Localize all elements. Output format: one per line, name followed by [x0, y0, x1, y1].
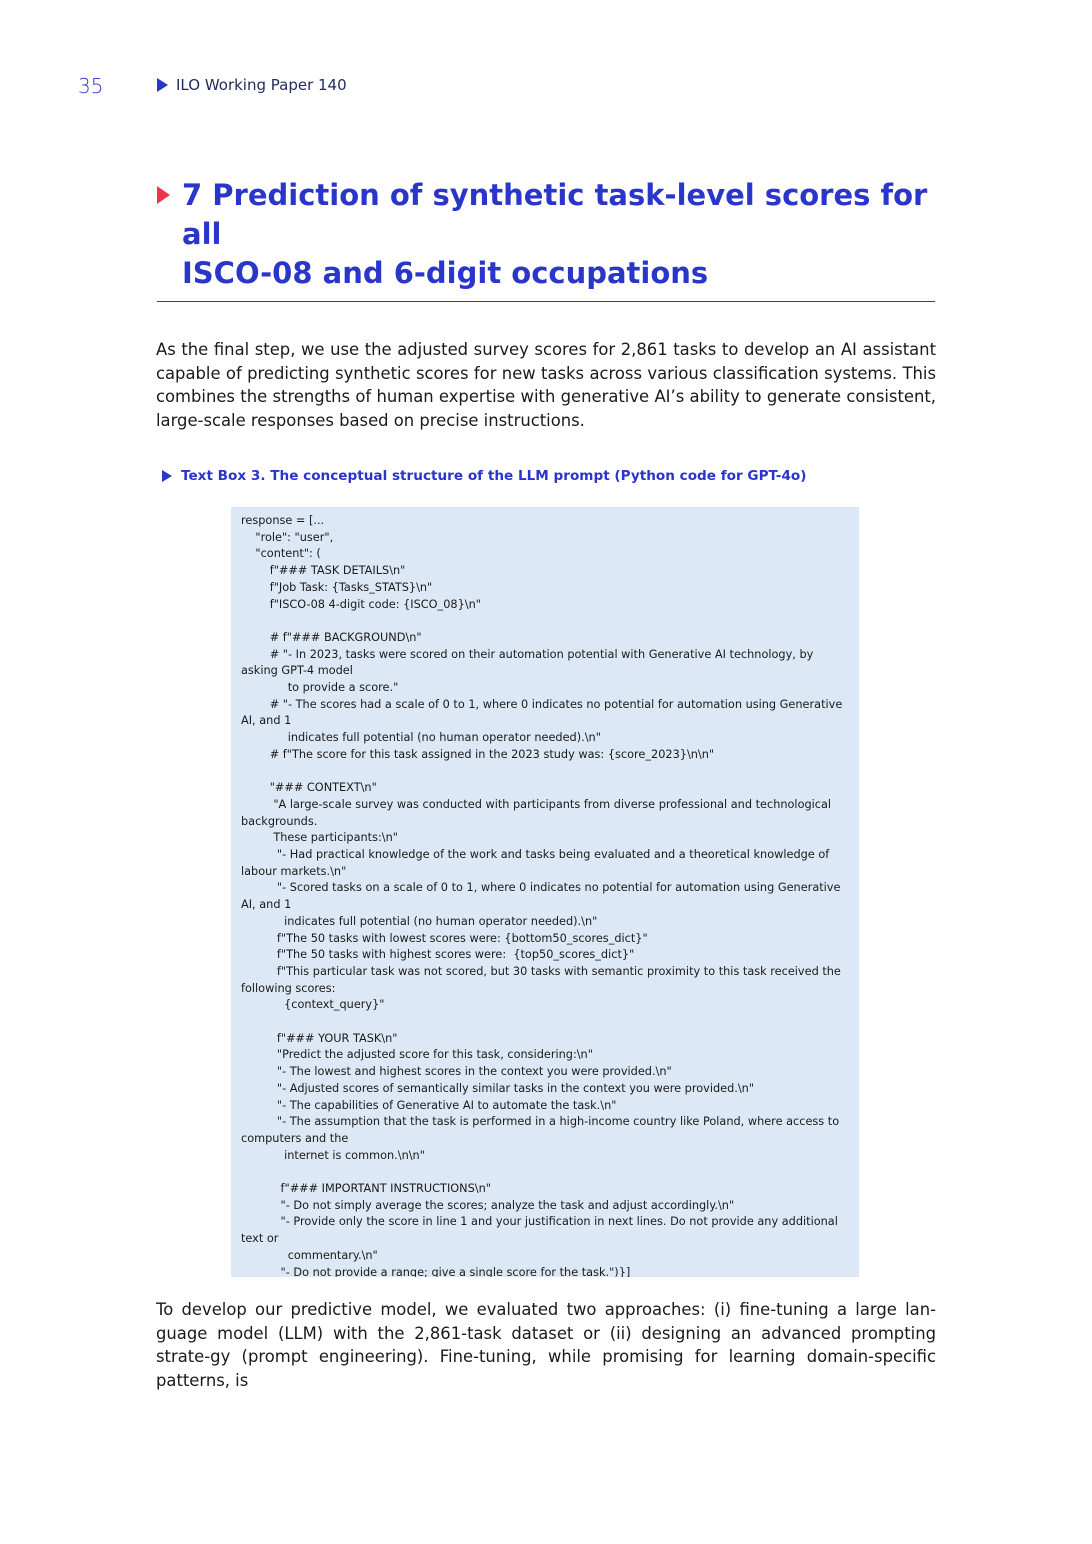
- code-line: f"This particular task was not scored, but 30 tasks with semantic proximity to this task received the following scores:: [241, 964, 845, 995]
- chapter-title-line-1: 7 Prediction of synthetic task-level scores for all: [182, 178, 928, 251]
- code-line: f"Job Task: {Tasks_STATS}\n": [241, 580, 433, 594]
- code-line: f"### IMPORTANT INSTRUCTIONS\n": [241, 1182, 491, 1196]
- code-line: # f"The score for this task assigned in the 2023 study was: {score_2023}\n\n": [241, 747, 715, 761]
- code-line: indicates full potential (no human operator needed).\n": [241, 731, 601, 745]
- body-paragraph: To develop our predictive model, we evaluated two approaches: (i) fine-tuning a large lan-guage model (LLM) with the 2,861-task dataset or (ii) designing an advanced prompting strate-gy (prompt engineering). Fine-tuning, while promising for learning domain-specific patterns, is: [156, 1300, 936, 1390]
- code-line: "- Scored tasks on a scale of 0 to 1, where 0 indicates no potential for automation using Generative AI, and 1: [241, 881, 845, 912]
- code-line: f"The 50 tasks with highest scores were: {top50_scores_dict}": [241, 948, 635, 962]
- code-line: # f"### BACKGROUND\n": [241, 630, 422, 644]
- code-line: "Predict the adjusted score for this task, considering:\n": [241, 1048, 593, 1062]
- code-line: [241, 613, 849, 630]
- code-line: "- The capabilities of Generative AI to automate the task.\n": [241, 1098, 617, 1112]
- code-line: # "- In 2023, tasks were scored on their automation potential with Generative AI technology, by asking GPT-4 model: [241, 647, 817, 678]
- triangle-bullet-icon: [157, 186, 170, 204]
- code-line: "- Provide only the score in line 1 and your justification in next lines. Do not provide any additional text or: [241, 1215, 842, 1246]
- code-line: "A large-scale survey was conducted with participants from diverse professional and technological backgrounds.: [241, 797, 835, 828]
- body-paragraph: As the final step, we use the adjusted survey scores for 2,861 tasks to develop an AI assistant capable of predicting synthetic scores for new tasks across various classification systems. This combines the strengths of human expertise with generative AI’s ability to generate consistent, large-scale responses based on precise instructions.: [156, 340, 936, 430]
- code-line: "role": "user",: [241, 530, 334, 544]
- code-line: "- Do not simply average the scores; analyze the task and adjust accordingly.\n": [241, 1198, 735, 1212]
- code-line: "- The assumption that the task is performed in a high-income country like Poland, where access to computers and the: [241, 1115, 843, 1145]
- code-line: response = [...: [241, 514, 325, 527]
- code-line: f"The 50 tasks with lowest scores were: {bottom50_scores_dict}": [241, 931, 648, 945]
- code-line: {context_query}": [241, 998, 385, 1012]
- code-line: internet is common.\n\n": [241, 1148, 425, 1162]
- code-line: # "- The scores had a scale of 0 to 1, where 0 indicates no potential for automation using Generative AI, and 1: [241, 697, 846, 728]
- code-line: "content": (: [241, 547, 321, 561]
- code-line: "- Do not provide a range; give a single score for the task.")}]: [241, 1265, 631, 1277]
- code-line: "### CONTEXT\n": [241, 781, 377, 795]
- code-line: f"ISCO-08 4-digit code: {ISCO_08}\n": [241, 597, 481, 611]
- chapter-title: [182, 176, 935, 293]
- code-box: [231, 507, 859, 1277]
- running-header-title: ILO Working Paper 140: [176, 76, 347, 94]
- page-number: 35: [78, 74, 104, 98]
- code-line: "- Adjusted scores of semantically similar tasks in the context you were provided.\n": [241, 1081, 755, 1095]
- code-line: indicates full potential (no human operator needed).\n": [241, 914, 598, 928]
- text-box-caption: [162, 468, 806, 484]
- code-line: "- The lowest and highest scores in the context you were provided.\n": [241, 1065, 672, 1079]
- chapter-title-line-2: ISCO-08 and 6-digit occupations: [182, 256, 709, 290]
- code-line: f"### YOUR TASK\n": [241, 1031, 398, 1045]
- code-line: commentary.\n": [241, 1248, 378, 1262]
- code-line: "- Had practical knowledge of the work and tasks being evaluated and a theoretical knowledge of labour markets.\n": [241, 848, 833, 878]
- triangle-bullet-icon: [162, 470, 172, 482]
- code-line: [241, 1164, 849, 1181]
- code-line: to provide a score.": [241, 681, 399, 695]
- chapter-heading: [157, 176, 935, 302]
- code-line: [241, 1014, 849, 1031]
- code-line: f"### TASK DETAILS\n": [241, 564, 406, 578]
- text-box-caption-label: Text Box 3. The conceptual structure of the LLM prompt (Python code for GPT-4o): [181, 468, 807, 484]
- code-line: [241, 764, 849, 781]
- code-line: These participants:\n": [241, 831, 398, 845]
- triangle-bullet-icon: [157, 78, 168, 92]
- running-header: [157, 76, 347, 94]
